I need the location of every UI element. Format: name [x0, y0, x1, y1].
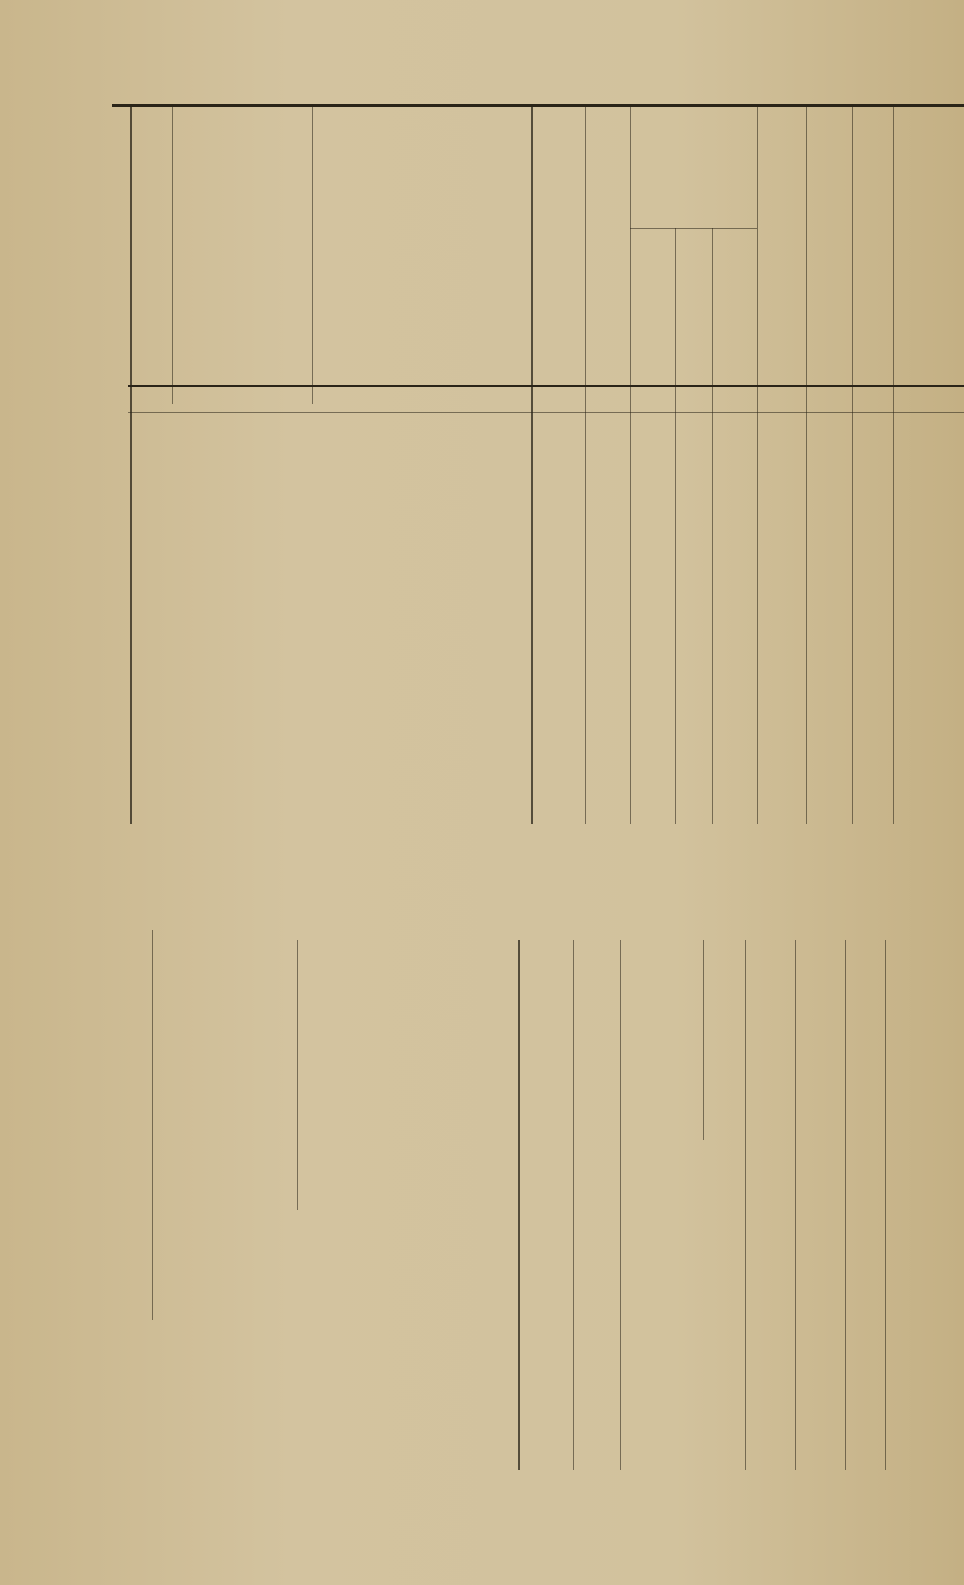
col-divider [885, 940, 886, 1470]
header-before-revolution [762, 126, 802, 382]
col-divider [893, 104, 894, 824]
header-top-rule [112, 104, 964, 107]
col-divider [312, 104, 313, 404]
col-divider [712, 228, 713, 824]
col-divider [152, 930, 153, 1320]
header-children [716, 250, 750, 382]
col-divider [845, 940, 846, 1470]
header-after-revolution [811, 126, 849, 382]
col-divider [675, 228, 676, 824]
colnum-rule [128, 412, 964, 413]
col-divider [297, 940, 298, 1210]
col-divider [795, 940, 796, 1470]
col-divider [573, 940, 574, 1470]
col-divider [757, 104, 758, 824]
col-divider [518, 940, 520, 1470]
col-divider [531, 104, 533, 824]
header-undistributed [856, 126, 890, 382]
col-divider [630, 104, 631, 824]
header-bottom-rule [128, 385, 964, 387]
col-divider [585, 104, 586, 824]
col-divider [620, 940, 621, 1470]
group-rule [630, 228, 757, 229]
header-own-premises [898, 176, 938, 382]
col-divider [130, 104, 132, 824]
col-divider [172, 104, 173, 404]
col-divider [806, 104, 807, 824]
col-divider [703, 940, 704, 1140]
header-surveyed-libraries [590, 130, 624, 382]
col-divider [745, 940, 746, 1470]
col-divider [852, 104, 853, 824]
